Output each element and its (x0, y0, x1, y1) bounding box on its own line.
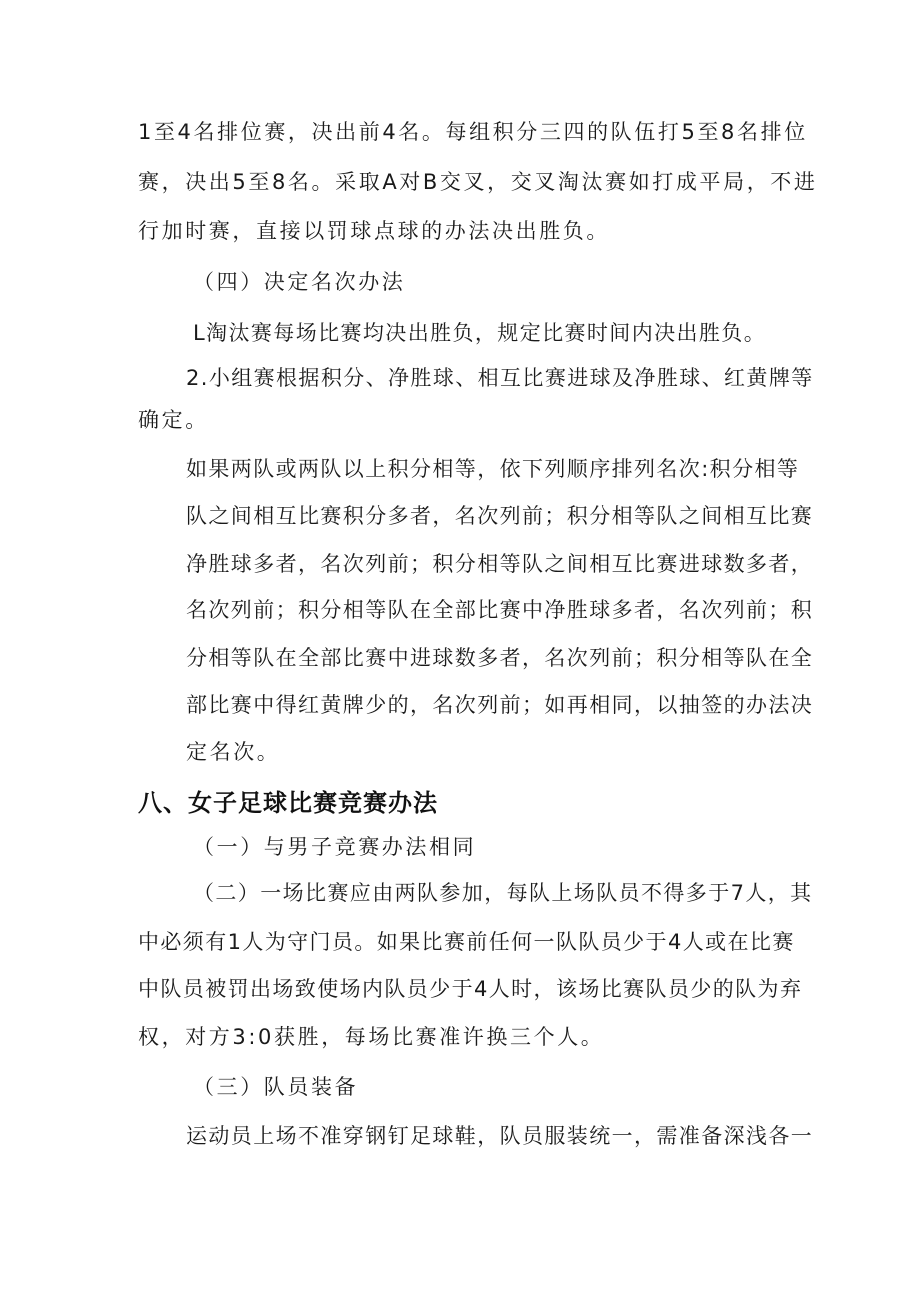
body-text-line: 运动员上场不准穿钢钉足球鞋，队员服装统一，需准备深浅各一 (186, 1124, 814, 1148)
body-text-line: 定名次。 (186, 740, 281, 764)
body-text-line: 行加时赛，直接以罚球点球的办法决出胜负。 (138, 219, 610, 243)
body-text-line: 确定。 (138, 408, 209, 432)
subsection-heading: （四）决定名次办法 (193, 270, 406, 294)
body-text-line: （二）一场比赛应由两队参加，每队上场队员不得多于7人，其 (193, 881, 813, 905)
section-title: 八、女子足球比赛竞赛办法 (138, 789, 438, 817)
body-text-line: 赛，决出5至8名。采取A对B交叉，交叉淘汰赛如打成平局，不进 (138, 170, 818, 194)
body-text-line: 权，对方3:0获胜，每场比赛准许换三个人。 (138, 1025, 605, 1049)
body-text-line: 队之间相互比赛积分多者，名次列前；积分相等队之间相互比赛 (186, 504, 814, 528)
body-text-line: 1至4名排位赛，决出前4名。每组积分三四的队伍打5至8名排位 (138, 120, 808, 144)
body-text-line: 中队员被罚出场致使场内队员少于4人时，该场比赛队员少的队为弃 (138, 977, 803, 1001)
body-text-line: 2.小组赛根据积分、净胜球、相互比赛进球及净胜球、红黄牌等 (186, 366, 814, 390)
body-text-line: 净胜球多者，名次列前；积分相等队之间相互比赛进球数多者， (186, 552, 814, 576)
body-text-line: 中必须有1人为守门员。如果比赛前任何一队队员少于4人或在比赛 (138, 930, 795, 954)
subsection-heading: （一）与男子竞赛办法相同 (193, 835, 477, 859)
body-text-line: 名次列前；积分相等队在全部比赛中净胜球多者，名次列前；积 (186, 598, 814, 622)
body-text-line: L淘汰赛每场比赛均决出胜负，规定比赛时间内决出胜负。 (193, 321, 767, 345)
subsection-heading: （三）队员装备 (193, 1075, 359, 1099)
body-text-line: 部比赛中得红黄牌少的，名次列前；如再相同，以抽签的办法决 (186, 693, 814, 717)
body-text-line: 分相等队在全部比赛中进球数多者，名次列前；积分相等队在全 (186, 646, 814, 670)
body-text-line: 如果两队或两队以上积分相等，依下列顺序排列名次:积分相等 (186, 457, 800, 481)
